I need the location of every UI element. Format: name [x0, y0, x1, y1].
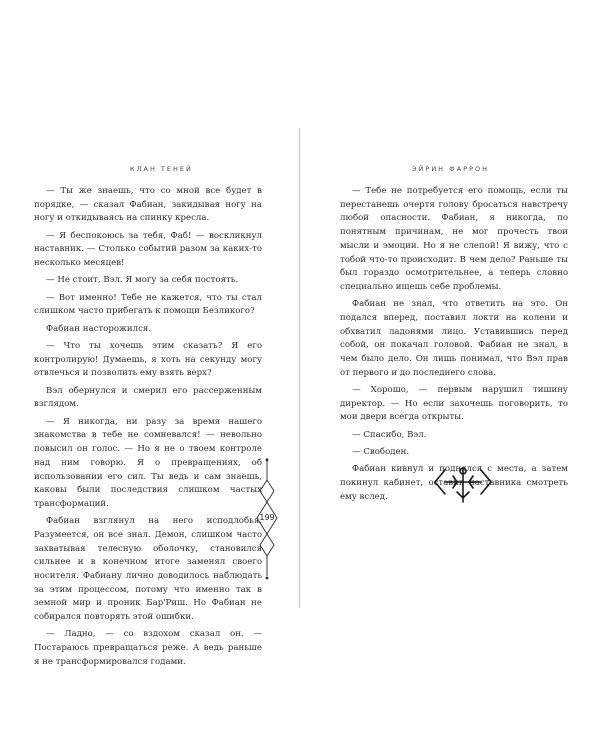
paragraph: — Ты же знаешь, что со мной все будет в порядке, — сказал Фабиан, закидывая ногу на ногу и откидываясь на спинку кресла. — [34, 186, 262, 224]
paragraph: — Спасибо, Вэл. — [352, 429, 427, 440]
paragraph: — Свободен. — [352, 447, 410, 458]
paragraph: — Вот именно! Тебе не кажется, что ты стал слишком часто прибегать к помощи Безликого? — [34, 292, 262, 317]
running-head-left: КЛАН ТЕНЕЙ — [130, 165, 193, 173]
left-page-text — [34, 185, 262, 673]
page-number: 199 — [259, 513, 275, 522]
paragraph: — Тебе не потребуется его помощь, если ты перестанешь очертя голову бросаться навстречу любой опасности. Фабиан, я никогда, по понятным причинам, не мог прочесть твои мысли и эмоции. Но я не слепой! Я вижу, что с тобой что-то происходит. В чем дело? Раньше ты был гораздо осмотрительнее, а теперь словно специально ищешь себе проблемы. — [340, 186, 568, 292]
page-fold-divider — [299, 128, 300, 608]
paragraph: Фабиан насторожился. — [46, 323, 152, 334]
paragraph: — Хорошо, — первым нарушил тишину директор. — Но если захочешь поговорить, то мои двери всегда открыты. — [340, 385, 568, 423]
running-head-right: ЭЙРИН ФАРРОН — [412, 165, 490, 173]
rune-ornament-icon — [431, 462, 495, 506]
paragraph: Фабиан взглянул на него исподлобья. Разумеется, он все знал. Демон, слишком часто захватывая телесную оболочку, становился сильнее и в конечном итоге заменял своего носителя. Фабиану лично доводилось наблюдать за этим процессом, потому что именно так в земной мир и проник Бар'Риш. Но Фабиан не собирался повторять этой ошибки. — [34, 516, 262, 623]
paragraph: — Я никогда, ни разу за время нашего знакомства в тебе не сомневался! — невольно повысил он голос. — Но я не о твоем контроле над ним говорю. Я о превращениях, об использовании его сил. Ты ведь и сам знаешь, каковы были последствия слишком частых трансформаций. — [34, 416, 262, 509]
paragraph: — Я беспокоюсь за тебя, Фаб! — воскликнул наставник. — Столько событий разом за каких-то несколько месяцев! — [34, 230, 262, 269]
paragraph: — Не стоит, Вэл. Я могу за себя постоять. — [46, 275, 239, 286]
paragraph: — Ладно, — со вздохом сказал он. — Постараюсь превращаться реже. А ведь раньше я не трансформировался годами. — [34, 629, 262, 667]
paragraph: Фабиан кивнул и поднялся с места, а затем покинул кабинет, оставив наставника смотреть ему вслед. — [340, 464, 568, 502]
paragraph: Вэл обернулся и смерил его рассерженным взглядом. — [34, 385, 262, 410]
right-page-text — [340, 185, 568, 508]
paragraph: Фабиан не знал, что ответить на это. Он подался вперед, поставил локти на колени и обхватил ладонями лицо. Уставившись перед собой, он покачал головой. Фабиан не знал, в чем было дело. Он лишь понимал, что Вэл прав от первого и до последнего слова. — [340, 299, 568, 378]
paragraph: — Что ты хочешь этим сказать? Я его контролирую! Думаешь, я хоть на секунду могу отвлечься и позволить ему взять верх? — [34, 341, 262, 379]
